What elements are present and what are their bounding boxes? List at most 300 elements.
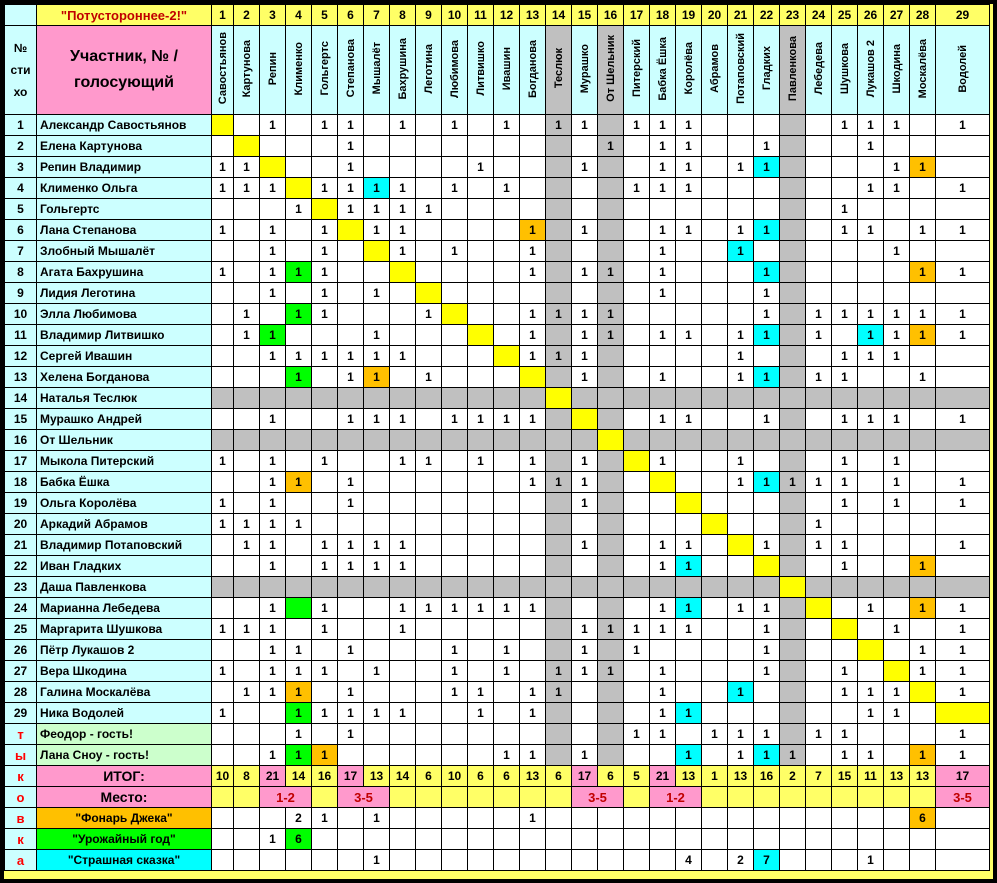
vote-cell [832, 703, 858, 724]
vote-cell [936, 577, 990, 598]
vote-cell [212, 136, 234, 157]
vote-cell [858, 430, 884, 451]
row-number: 17 [5, 451, 37, 472]
vote-cell [754, 241, 780, 262]
participant-name: Владимир Литвишко [37, 325, 212, 346]
vote-cell [598, 451, 624, 472]
vote-cell [442, 451, 468, 472]
place-empty [494, 787, 520, 808]
vote-cell [416, 619, 442, 640]
vote-cell [234, 724, 260, 745]
vote-cell: 1 [338, 556, 364, 577]
row-number: 18 [5, 472, 37, 493]
vote-cell [728, 493, 754, 514]
vote-cell [702, 430, 728, 451]
nomination-value [260, 808, 286, 829]
vote-cell: 1 [832, 745, 858, 766]
vote-cell [910, 619, 936, 640]
vote-cell: 1 [676, 325, 702, 346]
vote-cell [910, 724, 936, 745]
vote-cell [754, 514, 780, 535]
vote-cell: 1 [832, 346, 858, 367]
nomination-value [676, 829, 702, 850]
vote-cell [572, 556, 598, 577]
nomination-value [212, 808, 234, 829]
vote-cell [858, 157, 884, 178]
vote-cell [212, 115, 234, 136]
vote-cell: 1 [494, 661, 520, 682]
vote-cell [598, 157, 624, 178]
vote-cell: 1 [754, 661, 780, 682]
row-number: 1 [5, 115, 37, 136]
row-number: 13 [5, 367, 37, 388]
vote-cell [806, 262, 832, 283]
vote-cell: 1 [468, 598, 494, 619]
vote-cell [780, 262, 806, 283]
vote-cell [520, 388, 546, 409]
vote-cell [624, 220, 650, 241]
vote-cell [468, 136, 494, 157]
vote-cell: 1 [780, 745, 806, 766]
nomination-value [442, 808, 468, 829]
total-value: 21 [260, 766, 286, 787]
vote-cell [572, 430, 598, 451]
vote-cell: 1 [234, 682, 260, 703]
vote-cell: 1 [468, 157, 494, 178]
vote-cell [390, 682, 416, 703]
vote-cell: 1 [910, 304, 936, 325]
vote-cell [234, 199, 260, 220]
vote-cell: 1 [286, 199, 312, 220]
vote-cell [858, 451, 884, 472]
vote-cell: 1 [364, 199, 390, 220]
vote-cell: 1 [832, 535, 858, 556]
column-name [442, 26, 468, 115]
vote-cell [780, 241, 806, 262]
vote-cell [390, 493, 416, 514]
vote-cell: 1 [390, 178, 416, 199]
participant-name: Лана Сноу - гость! [37, 745, 212, 766]
nomination-value [572, 808, 598, 829]
vote-cell [364, 451, 390, 472]
corner-label: № сти хо [5, 26, 37, 115]
participant-name: Гольгертс [37, 199, 212, 220]
vote-cell: 1 [858, 703, 884, 724]
column-name-text: Абрамов [708, 44, 721, 93]
place-empty [832, 787, 858, 808]
vote-cell [780, 115, 806, 136]
nomination-value [858, 808, 884, 829]
vote-cell: 1 [598, 262, 624, 283]
vote-cell [624, 451, 650, 472]
nomination-value: 6 [286, 829, 312, 850]
vote-cell: 1 [884, 409, 910, 430]
vote-cell [884, 430, 910, 451]
vote-cell: 1 [858, 304, 884, 325]
column-name [676, 26, 702, 115]
vote-cell [416, 745, 442, 766]
vote-cell [780, 451, 806, 472]
vote-cell [468, 325, 494, 346]
vote-cell [624, 325, 650, 346]
vote-cell [936, 703, 990, 724]
vote-cell [780, 619, 806, 640]
nomination-value [364, 829, 390, 850]
nomination-value [260, 850, 286, 871]
vote-cell [676, 661, 702, 682]
vote-cell: 1 [520, 262, 546, 283]
nomination-value [624, 850, 650, 871]
total-value: 21 [650, 766, 676, 787]
total-value: 6 [598, 766, 624, 787]
vote-cell: 1 [832, 472, 858, 493]
participant-name: Злобный Мышалёт [37, 241, 212, 262]
vote-cell [598, 346, 624, 367]
vote-cell: 1 [212, 703, 234, 724]
vote-cell: 1 [390, 115, 416, 136]
vote-cell [494, 703, 520, 724]
participant-row [5, 367, 990, 388]
vote-cell [832, 619, 858, 640]
vote-cell [728, 577, 754, 598]
vote-cell: 1 [468, 409, 494, 430]
nomination-value: 1 [364, 850, 390, 871]
vote-cell: 1 [858, 598, 884, 619]
nomination-value [884, 829, 910, 850]
vote-cell: 1 [390, 220, 416, 241]
vote-cell [364, 682, 390, 703]
column-name [884, 26, 910, 115]
vote-cell [832, 136, 858, 157]
vote-cell [546, 388, 572, 409]
vote-cell [364, 136, 390, 157]
vote-cell [676, 682, 702, 703]
vote-cell: 1 [312, 451, 338, 472]
vote-cell [624, 598, 650, 619]
vote-cell [624, 577, 650, 598]
participant-row [5, 745, 990, 766]
vote-cell [286, 493, 312, 514]
vote-cell: 1 [650, 451, 676, 472]
vote-cell: 1 [754, 220, 780, 241]
places-row [5, 787, 990, 808]
vote-cell [212, 598, 234, 619]
nomination-value [676, 808, 702, 829]
vote-cell [598, 514, 624, 535]
nomination-value [468, 850, 494, 871]
column-number: 1 [212, 5, 234, 26]
vote-cell [728, 409, 754, 430]
nomination-value [754, 829, 780, 850]
vote-cell: 1 [910, 556, 936, 577]
vote-cell: 1 [676, 619, 702, 640]
vote-cell [234, 136, 260, 157]
participant-row [5, 682, 990, 703]
vote-cell [598, 388, 624, 409]
vote-cell [338, 430, 364, 451]
vote-cell: 1 [754, 724, 780, 745]
participant-name: Пётр Лукашов 2 [37, 640, 212, 661]
participant-row [5, 640, 990, 661]
participant-name: Лана Степанова [37, 220, 212, 241]
participant-name: Владимир Потаповский [37, 535, 212, 556]
total-value: 6 [416, 766, 442, 787]
vote-cell [676, 367, 702, 388]
place-empty [624, 787, 650, 808]
vote-cell: 1 [390, 199, 416, 220]
vote-cell [806, 136, 832, 157]
vote-cell: 1 [754, 262, 780, 283]
vote-cell: 1 [234, 514, 260, 535]
vote-cell [780, 136, 806, 157]
column-name [390, 26, 416, 115]
vote-cell: 1 [832, 556, 858, 577]
vote-cell [520, 640, 546, 661]
vote-cell [494, 514, 520, 535]
vote-cell [416, 535, 442, 556]
row-number: 10 [5, 304, 37, 325]
nomination-value [546, 808, 572, 829]
vote-cell [212, 640, 234, 661]
vote-cell: 1 [260, 745, 286, 766]
vote-cell [676, 451, 702, 472]
vote-cell [468, 577, 494, 598]
vote-cell [676, 514, 702, 535]
place-empty [468, 787, 494, 808]
total-value: 13 [520, 766, 546, 787]
vote-cell: 1 [572, 304, 598, 325]
vote-cell [416, 115, 442, 136]
vote-cell [624, 346, 650, 367]
vote-cell [780, 682, 806, 703]
vote-cell [702, 577, 728, 598]
vote-cell: 1 [702, 724, 728, 745]
vote-cell [754, 703, 780, 724]
vote-cell: 1 [338, 346, 364, 367]
column-number: 15 [572, 5, 598, 26]
vote-cell: 1 [858, 346, 884, 367]
vote-cell: 1 [520, 451, 546, 472]
vote-cell [520, 367, 546, 388]
vote-cell: 1 [312, 262, 338, 283]
total-value: 8 [234, 766, 260, 787]
vote-cell: 1 [650, 556, 676, 577]
vote-cell: 1 [676, 535, 702, 556]
participant-row [5, 220, 990, 241]
vote-cell [884, 367, 910, 388]
vote-cell: 1 [260, 493, 286, 514]
vote-cell [936, 430, 990, 451]
vote-cell [650, 493, 676, 514]
vote-cell [702, 304, 728, 325]
vote-cell: 1 [442, 178, 468, 199]
vote-cell: 1 [676, 178, 702, 199]
vote-cell [572, 199, 598, 220]
vote-cell [572, 724, 598, 745]
participant-row [5, 115, 990, 136]
column-name [286, 26, 312, 115]
column-name-text: Ивашин [500, 46, 513, 91]
column-name-text: Потаповский [734, 33, 747, 104]
column-number: 26 [858, 5, 884, 26]
total-value: 15 [832, 766, 858, 787]
vote-cell: 1 [286, 745, 312, 766]
vote-cell [338, 262, 364, 283]
vote-cell [728, 283, 754, 304]
vote-cell [390, 745, 416, 766]
vote-cell: 1 [676, 220, 702, 241]
vote-cell [494, 724, 520, 745]
vote-cell [234, 283, 260, 304]
vote-cell: 1 [650, 178, 676, 199]
vote-cell [546, 451, 572, 472]
nomination-value [234, 808, 260, 829]
vote-cell: 1 [520, 745, 546, 766]
nomination-row [5, 829, 990, 850]
vote-cell [650, 472, 676, 493]
vote-cell: 1 [338, 703, 364, 724]
vote-cell [494, 493, 520, 514]
vote-cell [676, 388, 702, 409]
vote-cell [260, 577, 286, 598]
vote-cell [702, 640, 728, 661]
vote-cell [390, 661, 416, 682]
vote-cell [212, 745, 234, 766]
vote-cell [442, 514, 468, 535]
vote-cell [780, 640, 806, 661]
vote-cell: 1 [286, 661, 312, 682]
vote-cell [624, 388, 650, 409]
nomination-value [910, 850, 936, 871]
vote-cell: 1 [494, 745, 520, 766]
participant-row [5, 262, 990, 283]
vote-cell: 1 [520, 346, 546, 367]
vote-cell [910, 136, 936, 157]
vote-cell: 1 [364, 703, 390, 724]
column-name [650, 26, 676, 115]
column-name-text: Павленкова [786, 35, 799, 102]
nomination-value: 1 [520, 808, 546, 829]
vote-cell [520, 724, 546, 745]
vote-cell: 1 [338, 157, 364, 178]
vote-cell [910, 115, 936, 136]
vote-cell [390, 388, 416, 409]
vote-cell [598, 115, 624, 136]
vote-cell [832, 388, 858, 409]
vote-cell: 1 [520, 472, 546, 493]
participant-name: Бабка Ёшка [37, 472, 212, 493]
column-name [780, 26, 806, 115]
vote-cell: 1 [442, 598, 468, 619]
vote-cell: 1 [754, 325, 780, 346]
vote-cell: 1 [260, 661, 286, 682]
vote-cell [390, 157, 416, 178]
vote-cell: 1 [390, 535, 416, 556]
vote-cell [754, 199, 780, 220]
vote-cell [598, 493, 624, 514]
vote-cell [212, 682, 234, 703]
nomination-row [5, 850, 990, 871]
participant-name: Галина Москалёва [37, 682, 212, 703]
place-empty [390, 787, 416, 808]
vote-cell [910, 409, 936, 430]
vote-cell [624, 430, 650, 451]
vote-cell: 1 [832, 367, 858, 388]
column-name [624, 26, 650, 115]
vote-cell: 1 [260, 514, 286, 535]
vote-cell [858, 724, 884, 745]
vote-cell [832, 598, 858, 619]
vote-cell [494, 619, 520, 640]
vote-cell [312, 325, 338, 346]
vote-cell: 1 [546, 304, 572, 325]
vote-cell [468, 430, 494, 451]
vote-cell [234, 703, 260, 724]
nomination-value [702, 850, 728, 871]
vote-cell: 1 [260, 535, 286, 556]
column-number: 5 [312, 5, 338, 26]
vote-cell: 1 [832, 409, 858, 430]
vote-cell: 1 [286, 346, 312, 367]
vote-cell: 1 [832, 682, 858, 703]
vote-cell [806, 157, 832, 178]
vote-cell [702, 157, 728, 178]
vote-cell [442, 346, 468, 367]
vote-cell [806, 556, 832, 577]
vote-cell [520, 136, 546, 157]
participant-name: Репин Владимир [37, 157, 212, 178]
vote-cell [234, 493, 260, 514]
participant-name: Феодор - гость! [37, 724, 212, 745]
vote-cell [624, 493, 650, 514]
row-number: 7 [5, 241, 37, 262]
nomination-row [5, 808, 990, 829]
nomination-value [702, 829, 728, 850]
vote-cell [286, 325, 312, 346]
nomination-value [494, 850, 520, 871]
vote-cell: 1 [572, 472, 598, 493]
vote-cell [702, 220, 728, 241]
vote-cell [884, 262, 910, 283]
vote-cell [338, 283, 364, 304]
column-name-text: Мурашко [578, 43, 591, 94]
place-empty [780, 787, 806, 808]
vote-cell [884, 535, 910, 556]
vote-cell: 1 [212, 178, 234, 199]
vote-cell [286, 241, 312, 262]
vote-cell: 1 [364, 535, 390, 556]
vote-cell: 1 [286, 472, 312, 493]
column-name [910, 26, 936, 115]
row-number: 21 [5, 535, 37, 556]
vote-cell: 1 [884, 157, 910, 178]
vote-cell: 1 [910, 661, 936, 682]
vote-cell [260, 388, 286, 409]
vote-cell: 1 [260, 241, 286, 262]
vote-cell [702, 115, 728, 136]
vote-cell [416, 640, 442, 661]
participant-name: Иван Гладких [37, 556, 212, 577]
vote-cell: 1 [494, 598, 520, 619]
row-number: 8 [5, 262, 37, 283]
vote-cell [910, 703, 936, 724]
vote-cell [598, 535, 624, 556]
nomination-value [936, 808, 990, 829]
vote-cell [858, 493, 884, 514]
vote-cell [338, 514, 364, 535]
vote-cell: 1 [338, 682, 364, 703]
vote-cell [858, 556, 884, 577]
